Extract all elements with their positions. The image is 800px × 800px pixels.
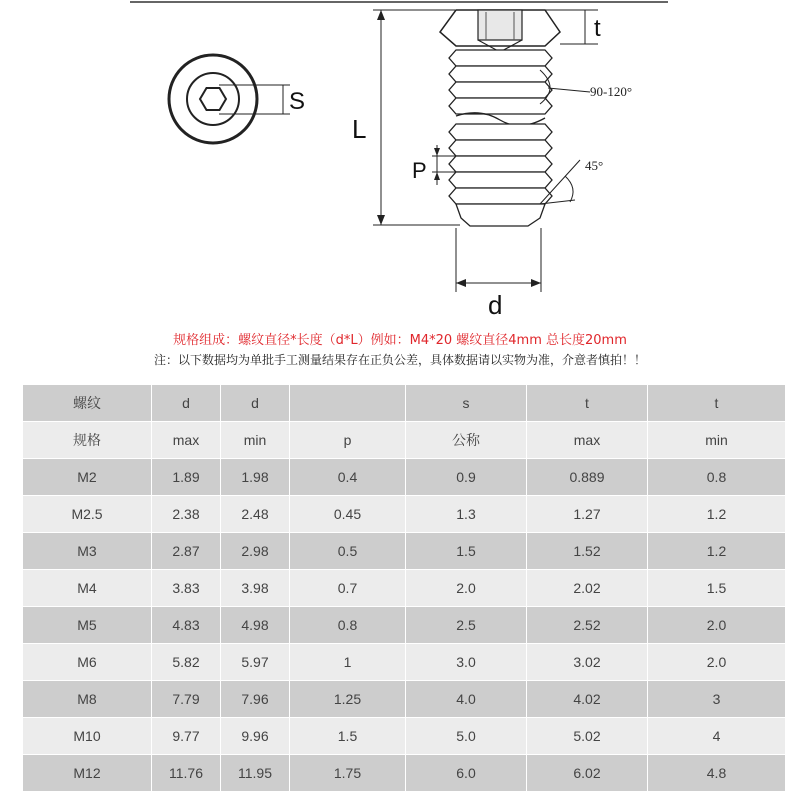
size-cell: M6 bbox=[23, 644, 152, 681]
value-cell: 2.38 bbox=[152, 496, 221, 533]
table-header-row-1 bbox=[23, 385, 786, 422]
value-cell: 4.02 bbox=[527, 681, 648, 718]
length-dimension bbox=[352, 10, 460, 225]
dim-P-label: P bbox=[412, 158, 427, 183]
size-cell: M4 bbox=[23, 570, 152, 607]
header-cell: t bbox=[527, 385, 648, 422]
P-arrow-top bbox=[434, 148, 440, 156]
value-cell: 3.02 bbox=[527, 644, 648, 681]
table-row bbox=[23, 681, 786, 718]
lower-thread-group bbox=[449, 124, 552, 226]
header-cell: s bbox=[406, 385, 527, 422]
value-cell: 6.0 bbox=[406, 755, 527, 792]
value-cell: 1.75 bbox=[290, 755, 406, 792]
value-cell: 1.27 bbox=[527, 496, 648, 533]
value-cell: 3 bbox=[648, 681, 786, 718]
value-cell: 6.02 bbox=[527, 755, 648, 792]
header-cell: 螺纹 bbox=[23, 385, 152, 422]
value-cell: 0.889 bbox=[527, 459, 648, 496]
dim-t-label: t bbox=[594, 15, 601, 42]
end-view-outer-circle bbox=[169, 55, 257, 143]
value-cell: 0.45 bbox=[290, 496, 406, 533]
value-cell: 4.83 bbox=[152, 607, 221, 644]
table-row bbox=[23, 755, 786, 792]
d-arrow-right bbox=[531, 279, 541, 287]
value-cell: 1.2 bbox=[648, 496, 786, 533]
value-cell: 5.97 bbox=[221, 644, 290, 681]
value-cell: 2.87 bbox=[152, 533, 221, 570]
value-cell: 1.5 bbox=[290, 718, 406, 755]
value-cell: 2.52 bbox=[527, 607, 648, 644]
header-cell: max bbox=[152, 422, 221, 459]
table-row bbox=[23, 570, 786, 607]
value-cell: 2.98 bbox=[221, 533, 290, 570]
cone-angle-label: 90-120° bbox=[590, 84, 633, 99]
dim-d-label: d bbox=[488, 290, 503, 320]
hex-socket-section bbox=[478, 10, 522, 40]
measurement-note: 注：以下数据均为单批手工测量结果存在正负公差，具体数据请以实物为准，介意者慎拍！！ bbox=[153, 353, 646, 367]
value-cell: 1.98 bbox=[221, 459, 290, 496]
value-cell: 0.8 bbox=[648, 459, 786, 496]
value-cell: 1.89 bbox=[152, 459, 221, 496]
d-arrow-left bbox=[456, 279, 466, 287]
value-cell: 9.96 bbox=[221, 718, 290, 755]
size-cell: M5 bbox=[23, 607, 152, 644]
spec-format-caption: 规格组成：螺纹直径*长度（d*L）例如：M4*20 螺纹直径4mm 总长度20mm bbox=[173, 333, 627, 348]
header-cell: d bbox=[221, 385, 290, 422]
table-row bbox=[23, 533, 786, 570]
dim-L-label: L bbox=[352, 114, 367, 144]
value-cell: 1.5 bbox=[648, 570, 786, 607]
chamfer-angle-label: 45° bbox=[585, 158, 604, 173]
value-cell: 0.5 bbox=[290, 533, 406, 570]
L-arrow-bottom bbox=[377, 215, 385, 225]
value-cell: 0.4 bbox=[290, 459, 406, 496]
value-cell: 3.83 bbox=[152, 570, 221, 607]
table-header-row-2 bbox=[23, 422, 786, 459]
set-screw-technical-drawing bbox=[0, 0, 800, 322]
chamfer-arc bbox=[565, 176, 573, 202]
P-arrow-bottom bbox=[434, 172, 440, 180]
value-cell: 2.48 bbox=[221, 496, 290, 533]
value-cell: 0.9 bbox=[406, 459, 527, 496]
value-cell: 2.0 bbox=[406, 570, 527, 607]
table-row bbox=[23, 459, 786, 496]
value-cell: 1.3 bbox=[406, 496, 527, 533]
value-cell: 5.82 bbox=[152, 644, 221, 681]
value-cell: 9.77 bbox=[152, 718, 221, 755]
value-cell: 0.8 bbox=[290, 607, 406, 644]
value-cell: 2.5 bbox=[406, 607, 527, 644]
value-cell: 4.8 bbox=[648, 755, 786, 792]
value-cell: 0.7 bbox=[290, 570, 406, 607]
spec-table bbox=[22, 384, 786, 792]
value-cell: 7.96 bbox=[221, 681, 290, 718]
size-cell: M2 bbox=[23, 459, 152, 496]
end-view-inner-circle bbox=[187, 73, 239, 125]
value-cell: 5.0 bbox=[406, 718, 527, 755]
table-row bbox=[23, 644, 786, 681]
header-cell: p bbox=[290, 422, 406, 459]
header-cell: d bbox=[152, 385, 221, 422]
value-cell: 3.98 bbox=[221, 570, 290, 607]
value-cell: 4 bbox=[648, 718, 786, 755]
header-cell: min bbox=[221, 422, 290, 459]
value-cell: 4.98 bbox=[221, 607, 290, 644]
value-cell: 1 bbox=[290, 644, 406, 681]
upper-thread-group bbox=[449, 50, 552, 114]
value-cell: 2.02 bbox=[527, 570, 648, 607]
value-cell: 11.76 bbox=[152, 755, 221, 792]
size-cell: M3 bbox=[23, 533, 152, 570]
hex-socket-shape bbox=[200, 88, 226, 110]
value-cell: 1.52 bbox=[527, 533, 648, 570]
screw-side-view bbox=[412, 10, 632, 320]
value-cell: 4.0 bbox=[406, 681, 527, 718]
header-cell: max bbox=[527, 422, 648, 459]
size-cell: M2.5 bbox=[23, 496, 152, 533]
spec-table-body bbox=[23, 385, 786, 792]
header-cell bbox=[290, 385, 406, 422]
table-row bbox=[23, 496, 786, 533]
value-cell: 5.02 bbox=[527, 718, 648, 755]
table-row bbox=[23, 718, 786, 755]
end-view bbox=[169, 55, 305, 143]
value-cell: 11.95 bbox=[221, 755, 290, 792]
value-cell: 2.0 bbox=[648, 607, 786, 644]
value-cell: 1.2 bbox=[648, 533, 786, 570]
dim-s-label: S bbox=[289, 88, 306, 115]
size-cell: M12 bbox=[23, 755, 152, 792]
size-cell: M8 bbox=[23, 681, 152, 718]
header-cell: min bbox=[648, 422, 786, 459]
cone-angle-leader bbox=[548, 88, 590, 92]
value-cell: 7.79 bbox=[152, 681, 221, 718]
header-cell: t bbox=[648, 385, 786, 422]
value-cell: 3.0 bbox=[406, 644, 527, 681]
value-cell: 1.5 bbox=[406, 533, 527, 570]
L-arrow-top bbox=[377, 10, 385, 20]
value-cell: 2.0 bbox=[648, 644, 786, 681]
header-cell: 规格 bbox=[23, 422, 152, 459]
size-cell: M10 bbox=[23, 718, 152, 755]
table-row bbox=[23, 607, 786, 644]
value-cell: 1.25 bbox=[290, 681, 406, 718]
header-cell: 公称 bbox=[406, 422, 527, 459]
